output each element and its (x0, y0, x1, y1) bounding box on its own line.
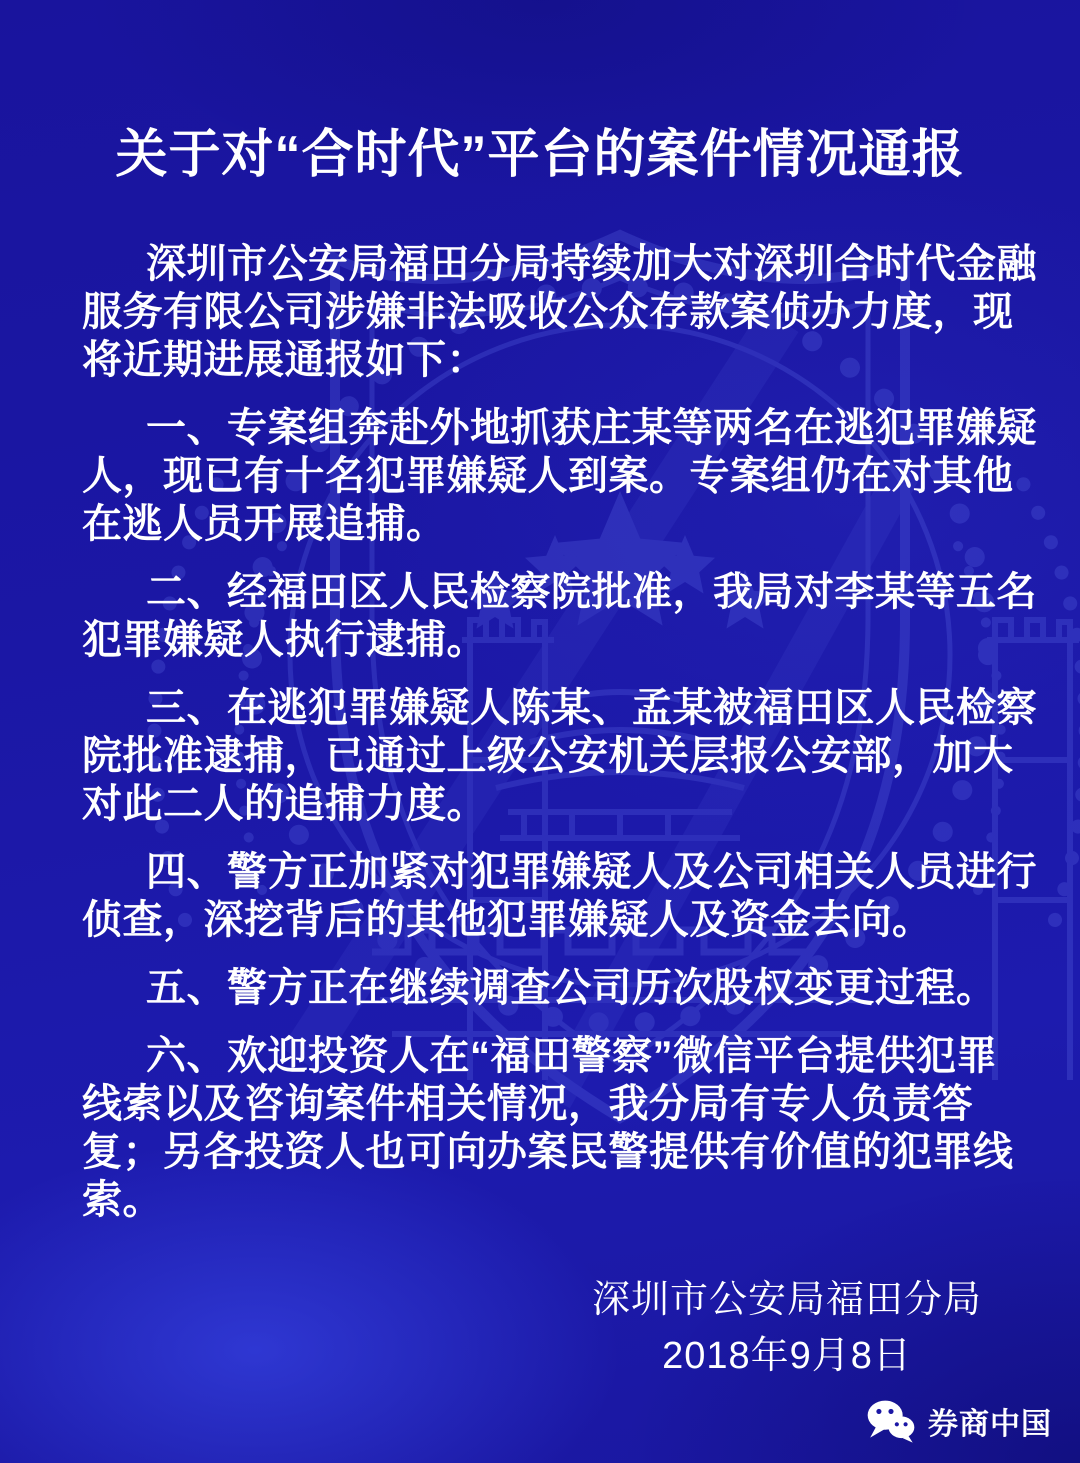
brand-name: 券商中国 (928, 1408, 1052, 1441)
wechat-icon (866, 1399, 916, 1443)
signature-inner (592, 1274, 982, 1382)
notice-body (0, 240, 1080, 1224)
paragraph-item-6 (82, 1032, 1020, 1224)
signature-date: 2018年9月8日 (662, 1335, 912, 1377)
paragraph-line: 院批准逮捕，已通过上级公安机关层报公安部，加大 (82, 734, 1014, 778)
paragraph-item-3 (82, 684, 1037, 828)
paragraph-item-4 (82, 848, 1037, 944)
paragraph-line: 二、经福田区人民检察院批准，我局对李某等五名 (146, 570, 1037, 614)
signature-agency: 深圳市公安局福田分局 (591, 1279, 982, 1321)
paragraph-line: 一、专案组奔赴外地抓获庄某等两名在逃犯罪嫌疑 (146, 406, 1037, 450)
signature-block (0, 1274, 1080, 1382)
paragraph-line: 三、在逃犯罪嫌疑人陈某、孟某被福田区人民检察 (146, 686, 1037, 730)
paragraph-line: 深圳市公安局福田分局持续加大对深圳合时代金融 (146, 242, 1037, 286)
paragraph-intro (82, 240, 1037, 384)
notice-title: 关于对“合时代”平台的案件情况通报 (115, 126, 965, 184)
paragraph-line: 线索以及咨询案件相关情况，我分局有专人负责答 (82, 1082, 973, 1126)
paragraph-line: 将近期进展通报如下： (82, 338, 487, 382)
paragraph-line: 服务有限公司涉嫌非法吸收公众存款案侦办力度，现 (82, 290, 1014, 334)
paragraph-line: 索。 (82, 1178, 163, 1222)
paragraph-line: 人，现已有十名犯罪嫌疑人到案。专案组仍在对其他 (82, 454, 1014, 498)
paragraph-line: 侦查，深挖背后的其他犯罪嫌疑人及资金去向。 (82, 898, 933, 942)
paragraph-line: 五、警方正在继续调查公司历次股权变更过程。 (146, 966, 997, 1010)
paragraph-item-1 (82, 404, 1037, 548)
paragraph-line: 对此二人的追捕力度。 (82, 782, 487, 826)
paragraph-line: 犯罪嫌疑人执行逮捕。 (82, 618, 487, 662)
paragraph-line: 在逃人员开展追捕。 (82, 502, 447, 546)
paragraph-line: 复；另各投资人也可向办案民警提供有价值的犯罪线 (82, 1130, 1014, 1174)
paragraph-line: 四、警方正加紧对犯罪嫌疑人及公司相关人员进行 (146, 850, 1037, 894)
paragraph-item-5 (82, 964, 1020, 1012)
footer-brand (866, 1399, 1052, 1443)
paragraph-line: 六、欢迎投资人在“福田警察”微信平台提供犯罪 (146, 1034, 997, 1078)
paragraph-item-2 (82, 568, 1037, 664)
